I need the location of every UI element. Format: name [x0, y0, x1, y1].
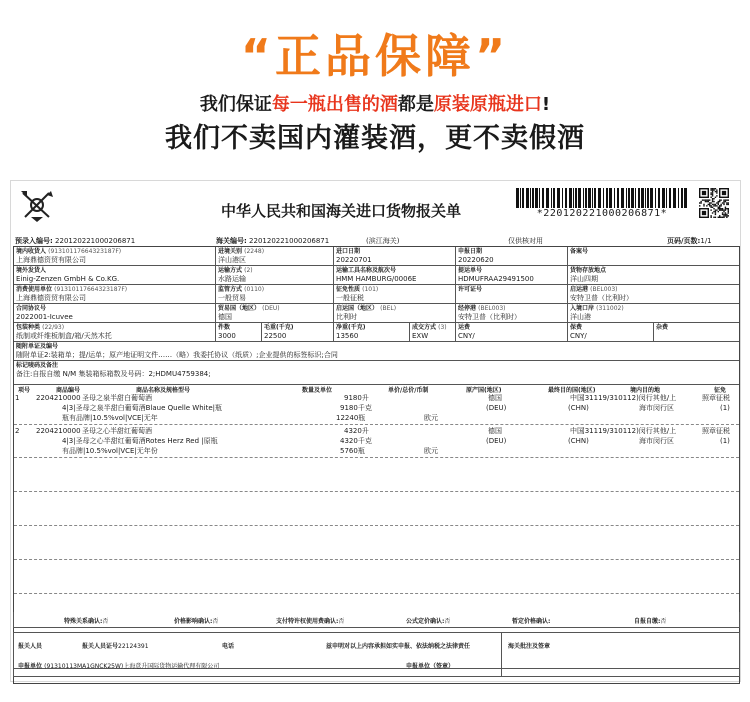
row-documents: 随附单证及编号 随附单证2:装箱单；提/运单；原产地证明文件……（略）我委托协议（纸质）;企业提供的标签标识;合同 — [14, 342, 739, 361]
unit-sign: 申报单位（签章） — [406, 663, 455, 670]
goods-divider — [14, 525, 739, 526]
barcode-number: *220120221000206871* — [536, 208, 668, 219]
declarant: 报关人员 — [18, 643, 43, 650]
declarant-cert: 报关人员证号22124391 — [82, 643, 149, 650]
special-relation: 特殊关系确认:否 — [64, 618, 109, 625]
barcode-icon — [516, 188, 688, 208]
use-note: 仅供核对用 — [508, 237, 543, 245]
guarantee-line — [0, 93, 750, 117]
row-consignee: 境内收货人 (91310117664323187F) 上海鼎德资贸有限公司 进境关别 (2248) 洋山港区 进口日期 20220701 申报日期 20220620 备案号 — [14, 247, 739, 266]
col-price: 单价/总价/币制 — [388, 387, 429, 394]
goods-divider — [14, 559, 739, 560]
goods-divider — [14, 457, 739, 458]
col-code: 商品编号 — [56, 387, 81, 394]
customs-declaration — [10, 180, 741, 682]
guarantee-part-4: 原装原瓶进口 — [433, 94, 542, 115]
declaration-title: 中华人民共和国海关进口货物报关单 — [221, 202, 462, 220]
customs-office: (滨江海关) — [366, 237, 400, 245]
confirm-bar — [13, 612, 740, 628]
goods-divider — [14, 424, 739, 425]
headline: “正品保障” — [240, 29, 510, 83]
declaring-unit: 申报单位 (91310113MA1GNCK25W)上海意升国际货物运输代理有限公司 — [18, 663, 220, 670]
provisional-price: 暂定价格确认: — [512, 618, 551, 625]
goods-section: 项号 商品编号 商品名称及规格型号 数量及单位 单价/总价/币制 原产国(地区) 最终目的国(地区) 境内目的地 征免 1 2204210000 圣母之泉半甜白葡萄酒 4|3|圣母之泉半甜白葡萄酒Blaue Quelle White|瓶 瓶有品牌|10.5%vol|VCE|无年 9180升 9180千克 12240瓶 欧元 德国 (DEU) 中国 (CHN) (31119/310112)闵行其他/上 海市闵行区 照章征税 (1) 2 2204210000 圣母之心半甜红葡萄酒 4|3|圣母之心半甜红葡萄酒Rotes Herz Red |原瓶 有品牌|10.5%vol|VCE|无年份 4320升 4320千克 5760瓶 欧元 德国 (DEU) 中国 (CHN) (31119/310112)闵行其他/上 海市闵行区 照章征税 (1) — [14, 385, 739, 669]
qr-code-icon — [699, 188, 729, 218]
col-levy: 征免 — [714, 387, 727, 394]
row-consumer: 消费使用单位 (91310117664323187F) 上海鼎德资贸有限公司 监管方式 (0110) 一般贸易 征免性质 (101) 一般征税 许可证号 启运港 (BEL003) 安特卫普（比利时） — [14, 285, 739, 304]
goods-divider — [14, 593, 739, 594]
customs-note: 海关批注及签章 — [508, 643, 551, 650]
formula-pricing: 公式定价确认:否 — [406, 618, 451, 625]
guarantee-part-1: 我们保证 — [199, 94, 272, 115]
guarantee-part-3: 都是 — [397, 94, 434, 115]
col-no: 项号 — [18, 387, 31, 394]
promise-line: 我们不卖国内灌装酒，更不卖假酒 — [165, 123, 585, 154]
footer-section — [13, 632, 740, 677]
row-remarks: 标记唛码及备注 备注:自报自缴 N/M 集装箱标箱数及号码：2;HDMU4759384; — [14, 361, 739, 385]
customs-emblem-icon — [17, 187, 57, 223]
row-contract: 合同协议号 2022001-Icuvee 贸易国（地区） (DEU) 德国 启运国（地区） (BEL) 比利时 经停港 (BEL003) 安特卫普（比利时） 入境口岸 (311002) 洋山港 — [14, 304, 739, 323]
phone: 电话 — [222, 643, 235, 650]
col-name: 商品名称及规格型号 — [136, 387, 191, 394]
price-impact: 价格影响确认:否 — [174, 618, 219, 625]
self-declare: 自报自缴:否 — [634, 618, 667, 625]
col-dest: 最终目的国(地区) — [548, 387, 596, 394]
guarantee-part-5: ! — [541, 94, 551, 115]
row-packing: 包装种类 (22/93) 纸制或纤维板制盒/箱/天然木托 件数 3000 毛重(千克) 22500 净重(千克) 13560 成交方式 (3) EXW 运费 CNY/ 保费 CNY/ 杂费 — [14, 323, 739, 342]
guarantee-part-2: 每一瓶出售的酒 — [271, 94, 398, 115]
goods-divider — [14, 491, 739, 492]
customs-number: 海关编号: 220120221000206871 — [216, 237, 330, 245]
row-shipper: 境外发货人 Einig-Zenzen GmbH & Co.KG. 运输方式 (2) 水路运输 运输工具名称及航次号 HMM HAMBURG/0006E 提运单号 HDMUFRAA29491500 货物存放地点 洋山四期 — [14, 266, 739, 285]
statement: 兹申明对以上内容承担如实申报、依法纳税之法律责任 — [326, 643, 471, 650]
page-count: 页码/页数:1/1 — [667, 237, 712, 245]
prerecord-number: 预录入编号: 220120221000206871 — [15, 237, 136, 245]
col-origin: 原产国(地区) — [466, 387, 502, 394]
col-qty: 数量及单位 — [302, 387, 333, 394]
col-domestic: 境内目的地 — [630, 387, 661, 394]
royalty: 支付特许权使用费确认:否 — [276, 618, 345, 625]
